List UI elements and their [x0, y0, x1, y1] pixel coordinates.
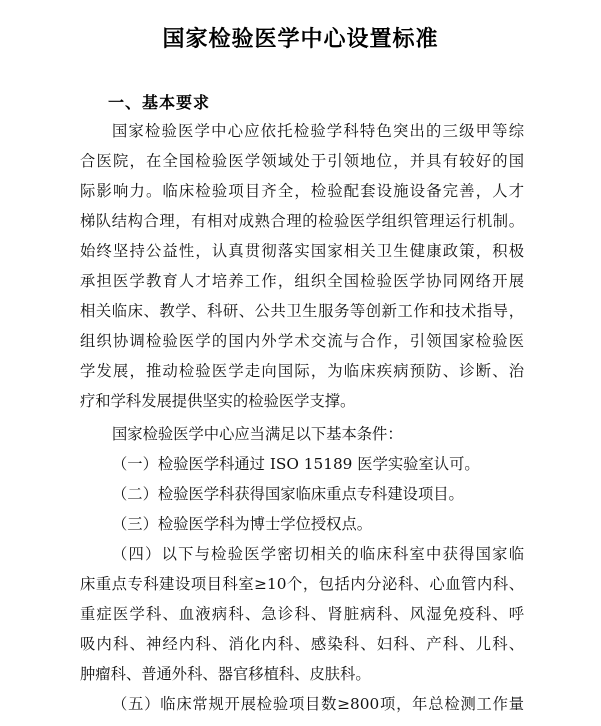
paragraph-line: 肿瘤科、普通外科、器官移植科、皮肤科。 [80, 665, 371, 683]
paragraph-line: 吸内科、神经内科、消化内科、感染科、妇科、产科、儿科、 [80, 635, 524, 653]
condition-item: （一）检验医学科通过 ISO 15189 医学实验室认可。 [112, 455, 480, 473]
paragraph-line: 组织协调检验医学的国内外学术交流与合作，引领国家检验医 [80, 332, 524, 350]
condition-item: （二）检验医学科获得国家临床重点专科建设项目。 [112, 485, 464, 503]
document-title: 国家检验医学中心设置标准 [162, 27, 439, 52]
paragraph-line: 梯队结构合理，有相对成熟合理的检验医学组织管理运行机制。 [80, 212, 524, 230]
section-heading: 一、基本要求 [108, 93, 211, 112]
paragraph-line: 承担医学教育人才培养工作，组织全国检验医学协同网络开展 [80, 272, 524, 290]
paragraph-line: 际影响力。临床检验项目齐全，检验配套设施设备完善，人才 [80, 182, 524, 200]
paragraph-line: 疗和学科发展提供坚实的检验医学支撑。 [80, 392, 356, 410]
paragraph-line: 重症医学科、血液病科、急诊科、肾脏病科、风湿免疫科、呼 [80, 605, 524, 623]
paragraph-line: 国家检验医学中心应当满足以下基本条件： [112, 425, 403, 443]
paragraph-line: 学发展，推动检验医学走向国际，为临床疾病预防、诊断、治 [80, 362, 524, 380]
paragraph-line: 床重点专科建设项目科室≥10个，包括内分泌科、心血管内科、 [80, 575, 524, 593]
condition-item: （三）检验医学科为博士学位授权点。 [112, 515, 373, 533]
condition-item: （五）临床常规开展检验项目数≥800项，年总检测工作量 [112, 695, 524, 713]
paragraph-line: 相关临床、教学、科研、公共卫生服务等创新工作和技术指导， [80, 302, 524, 320]
paragraph-line: 国家检验医学中心应依托检验学科特色突出的三级甲等综 [112, 122, 524, 140]
condition-item: （四）以下与检验医学密切相关的临床科室中获得国家临 [112, 545, 524, 563]
paragraph-line: 合医院，在全国检验医学领域处于引领地位，并具有较好的国 [80, 152, 524, 170]
paragraph-line: 始终坚持公益性，认真贯彻落实国家相关卫生健康政策，积极 [80, 242, 524, 260]
